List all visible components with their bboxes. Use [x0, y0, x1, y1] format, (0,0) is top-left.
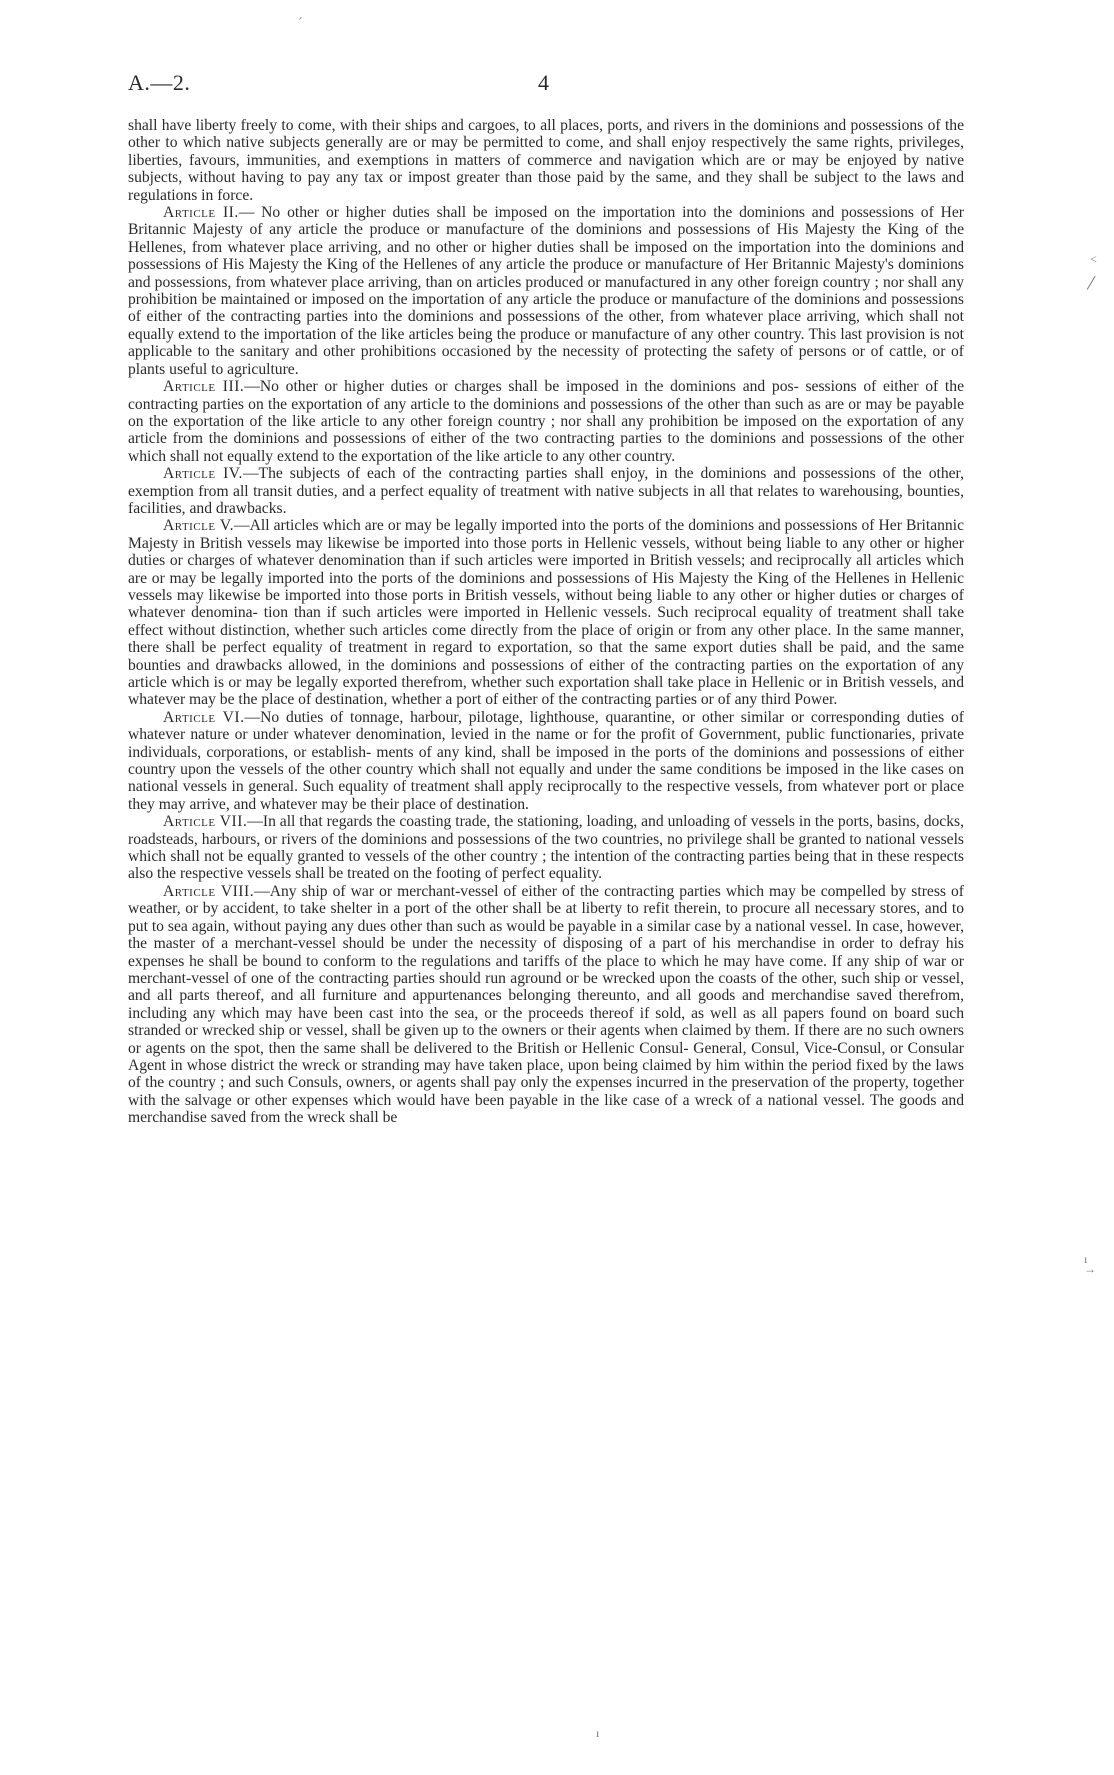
page-number: 4	[538, 70, 549, 95]
article-paragraph	[128, 883, 964, 1127]
paragraph-text: —The subjects of each of the contracting parties shall enjoy, in the dominions and possessions of the other, exemption from all transit duties, and a perfect equality of treatment with native subjects in all that relates to warehousing, bounties, facilities, and drawbacks.	[128, 465, 965, 517]
article-paragraph	[128, 813, 964, 883]
scan-mark: <	[1090, 252, 1097, 266]
article-paragraph	[128, 465, 964, 517]
scan-mark: ´	[298, 16, 303, 31]
article-label: Article VIII.	[163, 882, 255, 900]
paragraph-text: —All articles which are or may be legally imported into the ports of the dominions and possessions of Her Britannic Majesty in British vessels may likewise be imported into those ports in Hellenic vessels, without being liable to any other or higher duties or charges of whatever denomination than if such articles were imported in British vessels; and reciprocally all articles which are or may be legally imported into the ports of the dominions and possessions of His Majesty the King of the Hellenes in Hellenic vessels may likewise be imported into those ports in British vessels, without being liable to any other or higher duties or charges of whatever denomina- tion than if such articles were imported in Hellenic vessels. Such reciprocal equality of treatment shall take effect without distinction, whether such articles come directly from the place of origin or from any other place. In the same manner, there shall be perfect equality of treatment in regard to exportation, so that the same export duties shall be paid, and the same bounties and drawbacks allowed, in the dominions and possessions of either of the contracting parties on the exportation of any article which is or may be legally exported therefrom, whether such exportation shall take place in Hellenic or in British vessels, and whatever may be the place of destination, whether a port of either of the contracting parties or of any third Power.	[128, 517, 964, 709]
paragraph-text: —No other or higher duties or charges shall be imposed in the dominions and pos- sessions of either of the contracting parties on the exportation of any article to the dominions and possessions of the other than such as are or may be payable on the exportation of the like article to any other foreign country ; nor shall any prohibition be imposed on the exportation of any article from the dominions and possessions of either of the two contracting parties to the dominions and possessions of the other which shall not equally extend to the exportation of the like article to any other country.	[128, 378, 964, 465]
article-paragraph	[128, 378, 964, 465]
paragraph-text: —No duties of tonnage, harbour, pilotage, lighthouse, quarantine, or other similar or corresponding duties of whatever nature or under whatever denomination, levied in the name or for the profit of Government, public functionaries, private individuals, corporations, or establish- ments of any kind, shall be imposed in the ports of the dominions and possessions of either country upon the vessels of the other country which shall not equally and under the same conditions be imposed in the like cases on national vessels in general. Such equality of treatment shall apply reciprocally to the respective vessels, from whatever port or place they may arrive, and whatever may be their place of destination.	[128, 708, 964, 813]
article-label: Article VII.	[163, 813, 248, 831]
article-label: Article VI.	[163, 708, 245, 726]
document-reference: A.—2.	[128, 70, 191, 95]
scan-mark: /	[1085, 269, 1097, 296]
article-paragraph	[128, 709, 964, 813]
paragraph-text: —Any ship of war or merchant-vessel of either of the contracting parties which may be compelled by stress of weather, or by accident, to take shelter in a port of the other shall be at liberty to refit therein, to procure all necessary stores, and to put to sea again, without paying any dues other than such as would be payable in a similar case by a national vessel. In case, however, the master of a merchant-vessel should be under the necessity of disposing of a part of his merchandise in order to defray his expenses he shall be bound to conform to the regulations and tariffs of the place to which he may have come. If any ship of war or merchant-vessel of one of the contracting parties should run aground or be wrecked upon the coasts of the other, such ship or vessel, and all parts thereof, and all furniture and appurtenances belonging thereunto, and all goods and merchandise saved therefrom, including any which may have been cast into the sea, or the proceeds thereof if sold, as well as all papers found on board such stranded or wrecked ship or vessel, shall be given up to the owners or their agents when claimed by them. If there are no such owners or agents on the spot, then the same shall be delivered to the British or Hellenic Consul- General, Consul, Vice-Consul, or Consular Agent in whose district the wreck or stranding may have taken place, upon being claimed by him within the period fixed by the laws of the country ; and such Consuls, owners, or agents shall pay only the expenses incurred in the preservation of the property, together with the salvage or other expenses which would have been payable in the like case of a wreck of a national vessel. The goods and merchandise saved from the wreck shall be	[128, 882, 964, 1127]
article-paragraph	[128, 517, 964, 708]
scan-mark: ı	[596, 1726, 600, 1740]
article-label: Article III.	[163, 378, 245, 396]
paragraph-continuation	[128, 117, 964, 204]
page-header	[128, 70, 968, 106]
article-label: Article II.	[163, 204, 239, 222]
paragraph-text: —In all that regards the coasting trade, the stationing, loading, and unloading of vessels in the ports, basins, docks, roadsteads, harbours, or rivers of the dominions and possessions of the two countries, no privilege shall be granted to national vessels which shall not be equally granted to vessels of the other country ; the intention of the contracting parties being that in these respects also the respective vessels shall be treated on the footing of perfect equality.	[128, 813, 964, 883]
article-label: Article IV.	[163, 465, 243, 483]
scan-mark: →	[1084, 1262, 1096, 1276]
article-paragraph	[128, 204, 964, 378]
document-body	[128, 117, 964, 1127]
paragraph-text: shall have liberty freely to come, with their ships and cargoes, to all places, ports, and rivers in the dominions and possessions of the other to which native subjects generally are or may be permitted to come, and shall enjoy respectively the same rights, privileges, liberties, favours, immunities, and exemptions in matters of commerce and navigation which are or may be enjoyed by native subjects, without having to pay any tax or impost greater than those paid by the same, and they shall be subject to the laws and regulations in force.	[128, 117, 964, 204]
article-label: Article V.	[163, 517, 235, 535]
scan-mark: ı	[1084, 1252, 1088, 1266]
paragraph-text: — No other or higher duties shall be imposed on the importation into the dominions and possessions of Her Britannic Majesty of any article the produce or manufacture of the dominions and possessions of His Majesty the King of the Hellenes, from whatever place arriving, and no other or higher duties shall be imposed on the importation into the dominions and possessions of His Majesty the King of the Hellenes of any article the produce or manufacture of Her Britannic Majesty's dominions and possessions, from whatever place arriving, than on articles produced or manufactured in any other foreign country ; nor shall any prohibition be maintained or imposed on the importation of any article the produce or manufacture of the dominions and possessions of either of the contracting parties into the dominions and possessions of the other, from whatever place arriving, which shall not equally extend to the importation of the like articles being the produce or manufacture of any other country. This last provision is not applicable to the sanitary and other prohibitions occasioned by the necessity of protecting the safety of persons or of cattle, or of plants useful to agriculture.	[128, 204, 964, 378]
